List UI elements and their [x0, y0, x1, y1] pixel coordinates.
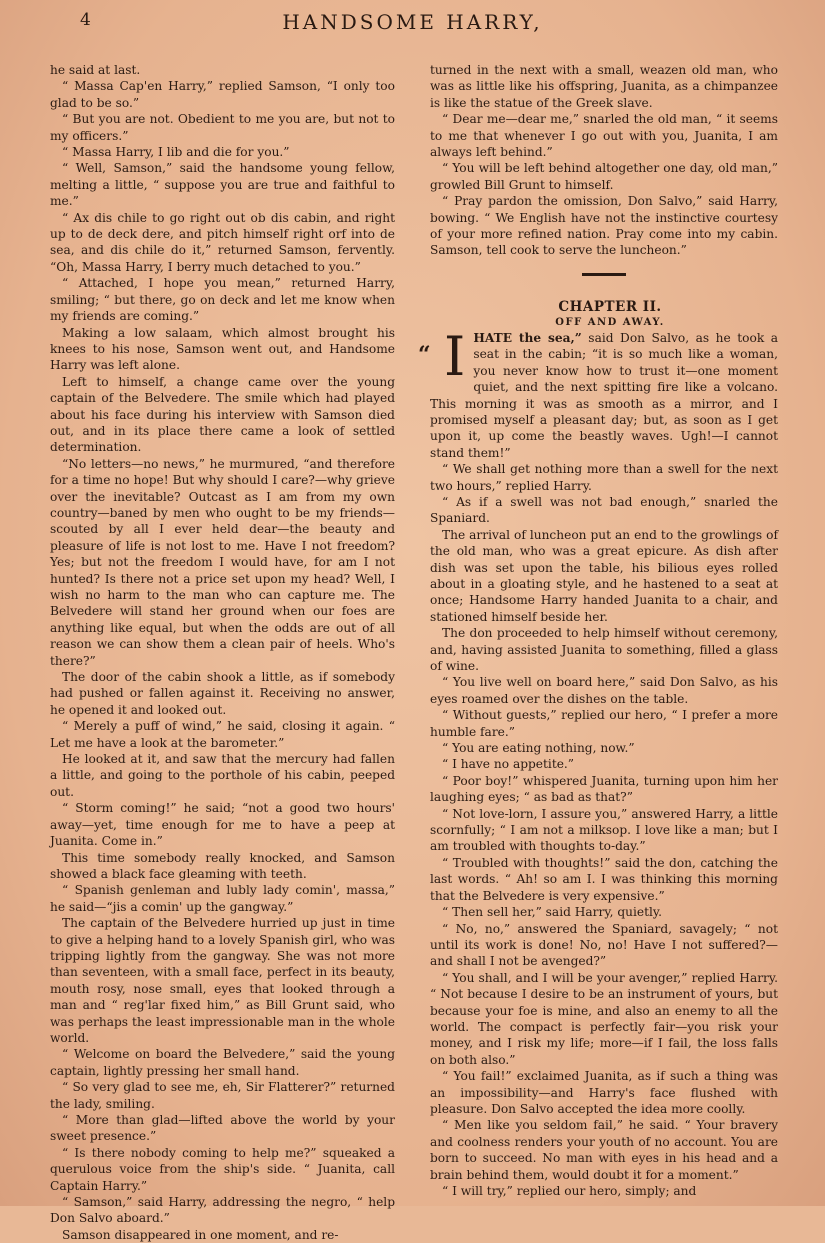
paragraph: “ You will be left behind altogether one day, old man,” growled Bill Grunt to himself. — [430, 161, 778, 192]
chapter-first-words: HATE the sea,” — [473, 330, 582, 345]
running-title: HANDSOME HARRY, — [282, 10, 543, 34]
paragraph: “ Welcome on board the Belvedere,” said the young captain, lightly pressing her small hand. — [50, 1047, 395, 1078]
paragraph: “ You live well on board here,” said Don Salvo, as his eyes roamed over the dishes on the table. — [430, 675, 778, 706]
paragraph: “ Massa Harry, I lib and die for you.” — [62, 145, 290, 160]
paragraph: “No letters—no news,” he murmured, “and therefore for a time no hope! But why should I care?—why grieve over the inevitable? Outcast as I am from my own country—baned by men who ought to be my friends—scouted by all I ever held dear—the beauty and pleasure of life is not lost to me. Have I not freedom? Yes; but not the freedom I would have, for am I not hunted? Is there not a price set upon my head? Well, I wish no harm to the man who can capture me. The Belvedere will stand her ground when our foes are anything like equal, but when the odds are out of all reason we can show them a clean pair of heels. Who's there?” — [50, 456, 395, 668]
chapter-subtitle: OFF AND AWAY. — [555, 316, 665, 328]
paragraph: “ Poor boy!” whispered Juanita, turning upon him her laughing eyes; “ as bad as that?” — [430, 773, 778, 805]
paragraph: “ Ax dis chile to go right out ob dis cabin, and right up to de deck dere, and pitch himself right orf into de sea, and dis chile do it,” returned Samson, fervently. “Oh, Massa Harry, I berry much detached to you.” — [50, 210, 395, 274]
paragraph: “ Not love-lorn, I assure you,” answered Harry, a little scornfully; “ I am not a milksop. I love like a man; but I am troubled with thoughts to-day.” — [430, 806, 778, 854]
paragraph: “ Storm coming!” he said; “not a good two hours' away—yet, time enough for me to have a peep at Juanita. Come in.” — [50, 801, 395, 849]
left-column — [50, 62, 395, 1243]
paragraph: “ Merely a puff of wind,” he said, closing it again. “ Let me have a look at the barometer.” — [50, 719, 395, 750]
paragraph: “ Troubled with thoughts!” said the don, catching the last words. “ Ah! so am I. I was thinking this morning that the Belvedere is very expensive.” — [430, 855, 778, 903]
paragraph: The captain of the Belvedere hurried up just in time to give a helping hand to a lovely Spanish girl, who was tripping lightly from the gangway. She was not more than seventeen, with a small face, perfect in its beauty, mouth rosy, nose small, eyes that looked through a man and “ reg'lar fixed him,” as Bill Grunt said, who was perhaps the least impressionable man in the whole world. — [50, 916, 395, 1045]
paragraph: “ Pray pardon the omission, Don Salvo,” said Harry, bowing. “ We English have not the instinctive courtesy of your more refined nation. Pray come into my cabin. Samson, tell cook to serve the luncheon.” — [430, 194, 778, 258]
paragraph: “ No, no,” answered the Spaniard, savagely; “ not until its work is done! No, no! Have I not suffered?—and shall I not be avenged?” — [430, 921, 778, 969]
chapter-first-para-rest: said Don Salvo, as he took a seat in the cabin; “it is so much like a woman, you never know how to trust it—one moment quiet, and the next spitting fire like a volcano. This morning it was as smooth as a mirror, and I promised myself a pleasant day; but, as soon as I get upon it, up come the beastly waves. Ugh!—I cannot stand them!” — [430, 330, 778, 460]
paragraph: turned in the next with a small, weazen old man, who was as little like his offspring, Juanita, as a chimpanzee is like the statue of the Greek slave. — [430, 63, 778, 110]
paragraph: “ I have no appetite.” — [442, 757, 575, 772]
paragraph: “ More than glad—lifted above the world by your sweet presence.” — [50, 1113, 395, 1144]
paragraph: “ You are eating nothing, now.” — [442, 741, 635, 756]
paragraph: The door of the cabin shook a little, as if somebody had pushed or fallen against it. Receiving no answer, he opened it and looked out. — [50, 670, 395, 717]
paragraph: “ I will try,” replied our hero, simply; and — [442, 1184, 697, 1198]
paragraph: “ So very glad to see me, eh, Sir Flatterer?” returned the lady, smiling. — [50, 1080, 395, 1111]
paragraph: “ As if a swell was not bad enough,” snarled the Spaniard. — [430, 494, 778, 526]
paragraph: Left to himself, a change came over the young captain of the Belvedere. The smile which had played about his face during his interview with Samson died out, and in its place there came a look of settled determination. — [50, 374, 395, 455]
paragraph: Samson disappeared in one moment, and re- — [62, 1227, 339, 1242]
open-quote-mark: “ — [418, 341, 431, 368]
paragraph: Making a low salaam, which almost brought his knees to his nose, Samson went out, and Handsome Harry was left alone. — [50, 325, 395, 373]
paragraph: “ Men like you seldom fail,” he said. “ Your bravery and coolness renders your youth of no account. You are born to succeed. No man with eyes in his head and a brain behind them, would doubt it for a moment.” — [430, 1118, 778, 1182]
paragraph: “ Then sell her,” said Harry, quietly. — [442, 905, 663, 920]
drop-cap-letter: I — [444, 324, 466, 388]
paragraph: The arrival of luncheon put an end to the growlings of the old man, who was a great epicure. As dish after dish was set upon the table, his bilious eyes rolled about in a gloating style, and he hastened to a seat at once; Handsome Harry handed Juanita to a chair, and stationed himself beside her. — [430, 527, 778, 624]
section-divider — [582, 273, 626, 276]
paragraph: he said at last. — [50, 63, 141, 77]
page-number: 4 — [80, 10, 91, 30]
paragraph: “ You fail!” exclaimed Juanita, as if such a thing was an impossibility—and Harry's face flushed with pleasure. Don Salvo accepted the idea more coolly. — [430, 1069, 778, 1116]
paragraph: He looked at it, and saw that the mercury had fallen a little, and going to the porthole of his cabin, peeped out. — [50, 752, 395, 799]
page-header — [0, 8, 825, 38]
paragraph: “ Is there nobody coming to help me?” squeaked a querulous voice from the ship's side. “ Juanita, call Captain Harry.” — [50, 1145, 395, 1193]
paragraph: This time somebody really knocked, and Samson showed a black face gleaming with teeth. — [50, 850, 395, 881]
paragraph: “ But you are not. Obedient to me you are, but not to my officers.” — [50, 112, 395, 143]
paragraph: “ We shall get nothing more than a swell for the next two hours,” replied Harry. — [430, 462, 778, 493]
paragraph: “ Well, Samson,” said the handsome young fellow, melting a little, “ suppose you are true and faithful to me.” — [50, 161, 395, 209]
right-column — [418, 62, 778, 1199]
chapter-title: CHAPTER II. — [558, 298, 662, 315]
paragraph: The don proceeded to help himself without ceremony, and, having assisted Juanita to something, filled a glass of wine. — [430, 626, 778, 673]
paragraph: “ Spanish genleman and lubly lady comin', massa,” he said—“jis a comin' up the gangway.” — [50, 883, 395, 914]
paragraph: “ Massa Cap'en Harry,” replied Samson, “I only too glad to be so.” — [50, 79, 395, 110]
paragraph: “ Dear me—dear me,” snarled the old man, “ it seems to me that whenever I go out with you, Juanita, I am always left behind.” — [430, 112, 778, 160]
paragraph: “ Attached, I hope you mean,” returned Harry, smiling; “ but there, go on deck and let me know when my friends are coming.” — [50, 276, 395, 324]
drop-cap — [418, 324, 466, 388]
paragraph: “ Without guests,” replied our hero, “ I prefer a more humble fare.” — [430, 708, 778, 739]
paragraph: “ You shall, and I will be your avenger,” replied Harry. “ Not because I desire to be an instrument of yours, but because your foe is mine, and also an enemy to all the world. The compact is perfectly fair—you risk your money, and I risk my life; more—if I fail, the loss falls on both also.” — [430, 970, 778, 1067]
paragraph: “ Samson,” said Harry, addressing the negro, “ help Don Salvo aboard.” — [50, 1195, 395, 1226]
chapter-opening-paragraph — [418, 324, 778, 461]
